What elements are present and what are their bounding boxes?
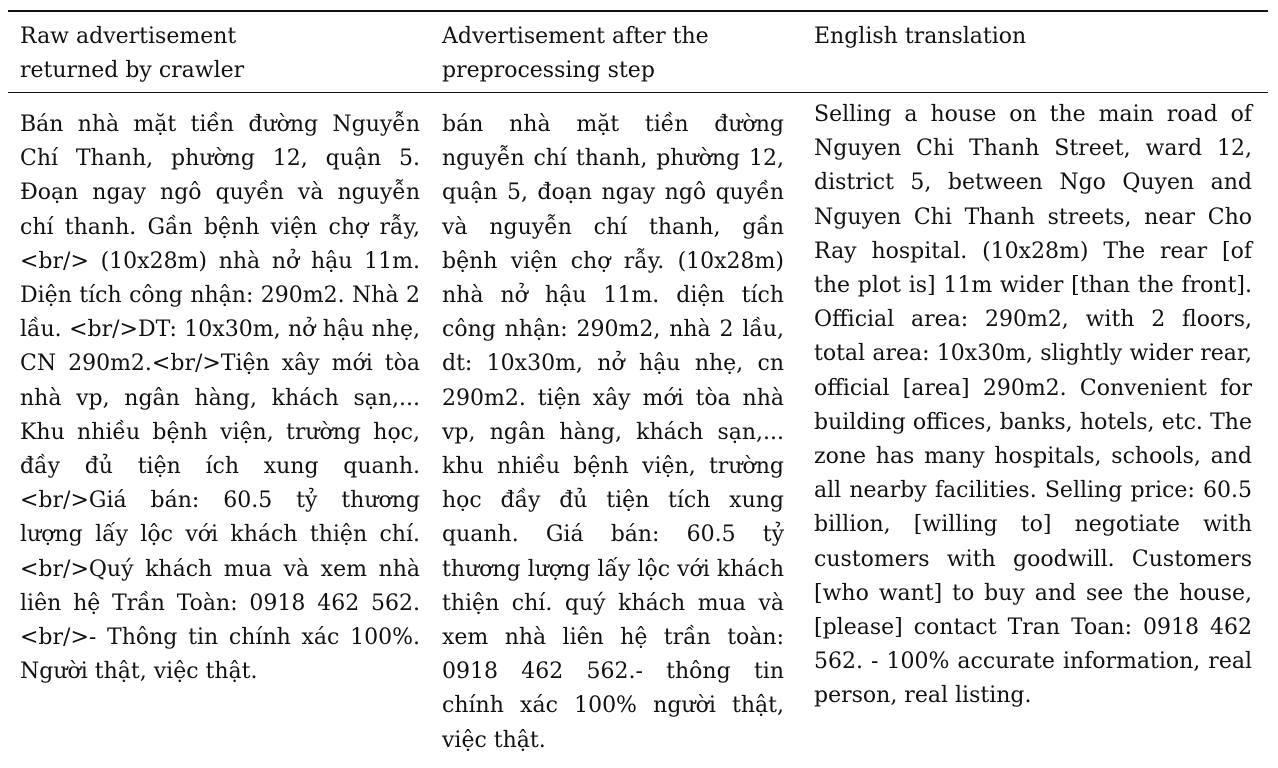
preprocessed-advertisement-cell: bán nhà mặt tiền đường nguyễn chí thanh, phường 12, quận 5, đoạn ngay ngô quyền và nguyễn chí thanh, gần bệnh viện chợ rẫy. (10x28m) nhà nở hậu 11m. diện tích công nhận: 290m2, nhà 2 lầu, dt: 10x30m, nở hậu nhẹ, cn 290m2. tiện xây mới tòa nhà vp, ngân hàng, khách sạn,... khu nhiều bệnh viện, trường học đầy đủ tiện tích xung quanh. Giá bán: 60.5 tỷ thương lượng lấy lộc với khách thiện chí. quý khách mua và xem nhà liên hệ trần toàn: 0918 462 562.- thông tin chính xác 100% người thật, việc thật. [442,112,784,753]
top-rule [8,10,1268,12]
header-raw-advertisement: Raw advertisement returned by crawler [20,24,245,83]
english-translation-cell: Selling a house on the main road of Nguyen Chi Thanh Street, ward 12, district 5, between Ngo Quyen and Nguyen Chi Thanh streets, near Cho Ray hospital. (10x28m) The rear [of the plot is] 11m wider [than the front]. Official area: 290m2, with 2 floors, total area: 10x30m, slightly wider rear, official [area] 290m2. Convenient for building offices, banks, hotels, etc. The zone has many hospitals, schools, and all nearby facilities. Selling price: 60.5 billion, [willing to] negotiate with customers with goodwill. Customers [who want] to buy and see the house, [please] contact Tran Toan: 0918 462 562. - 100% accurate information, real person, real listing. [814,102,1252,709]
header-preprocessed-advertisement: Advertisement after the preprocessing step [442,24,709,83]
raw-advertisement-cell: Bán nhà mặt tiền đường Nguyễn Chí Thanh, phường 12, quận 5. Đoạn ngay ngô quyền và nguyễn chí thanh. Gần bệnh viện chợ rẫy, <br/> (10x28m) nhà nở hậu 11m. Diện tích công nhận: 290m2. Nhà 2 lầu. <br/>DT: 10x30m, nở hậu nhẹ, CN 290m2.<br/>Tiện xây mới tòa nhà vp, ngân hàng, khách sạn,... Khu nhiều bệnh viện, trường học, đầy đủ tiện ích xung quanh. <br/>Giá bán: 60.5 tỷ thương lượng lấy lộc với khách thiện chí.<br/>Quý khách mua và xem nhà liên hệ Trần Toàn: 0918 462 562. <br/>- Thông tin chính xác 100%. Người thật, việc thật. [20,112,420,685]
header-english-translation: English translation [814,24,1027,49]
header-rule [8,92,1268,93]
